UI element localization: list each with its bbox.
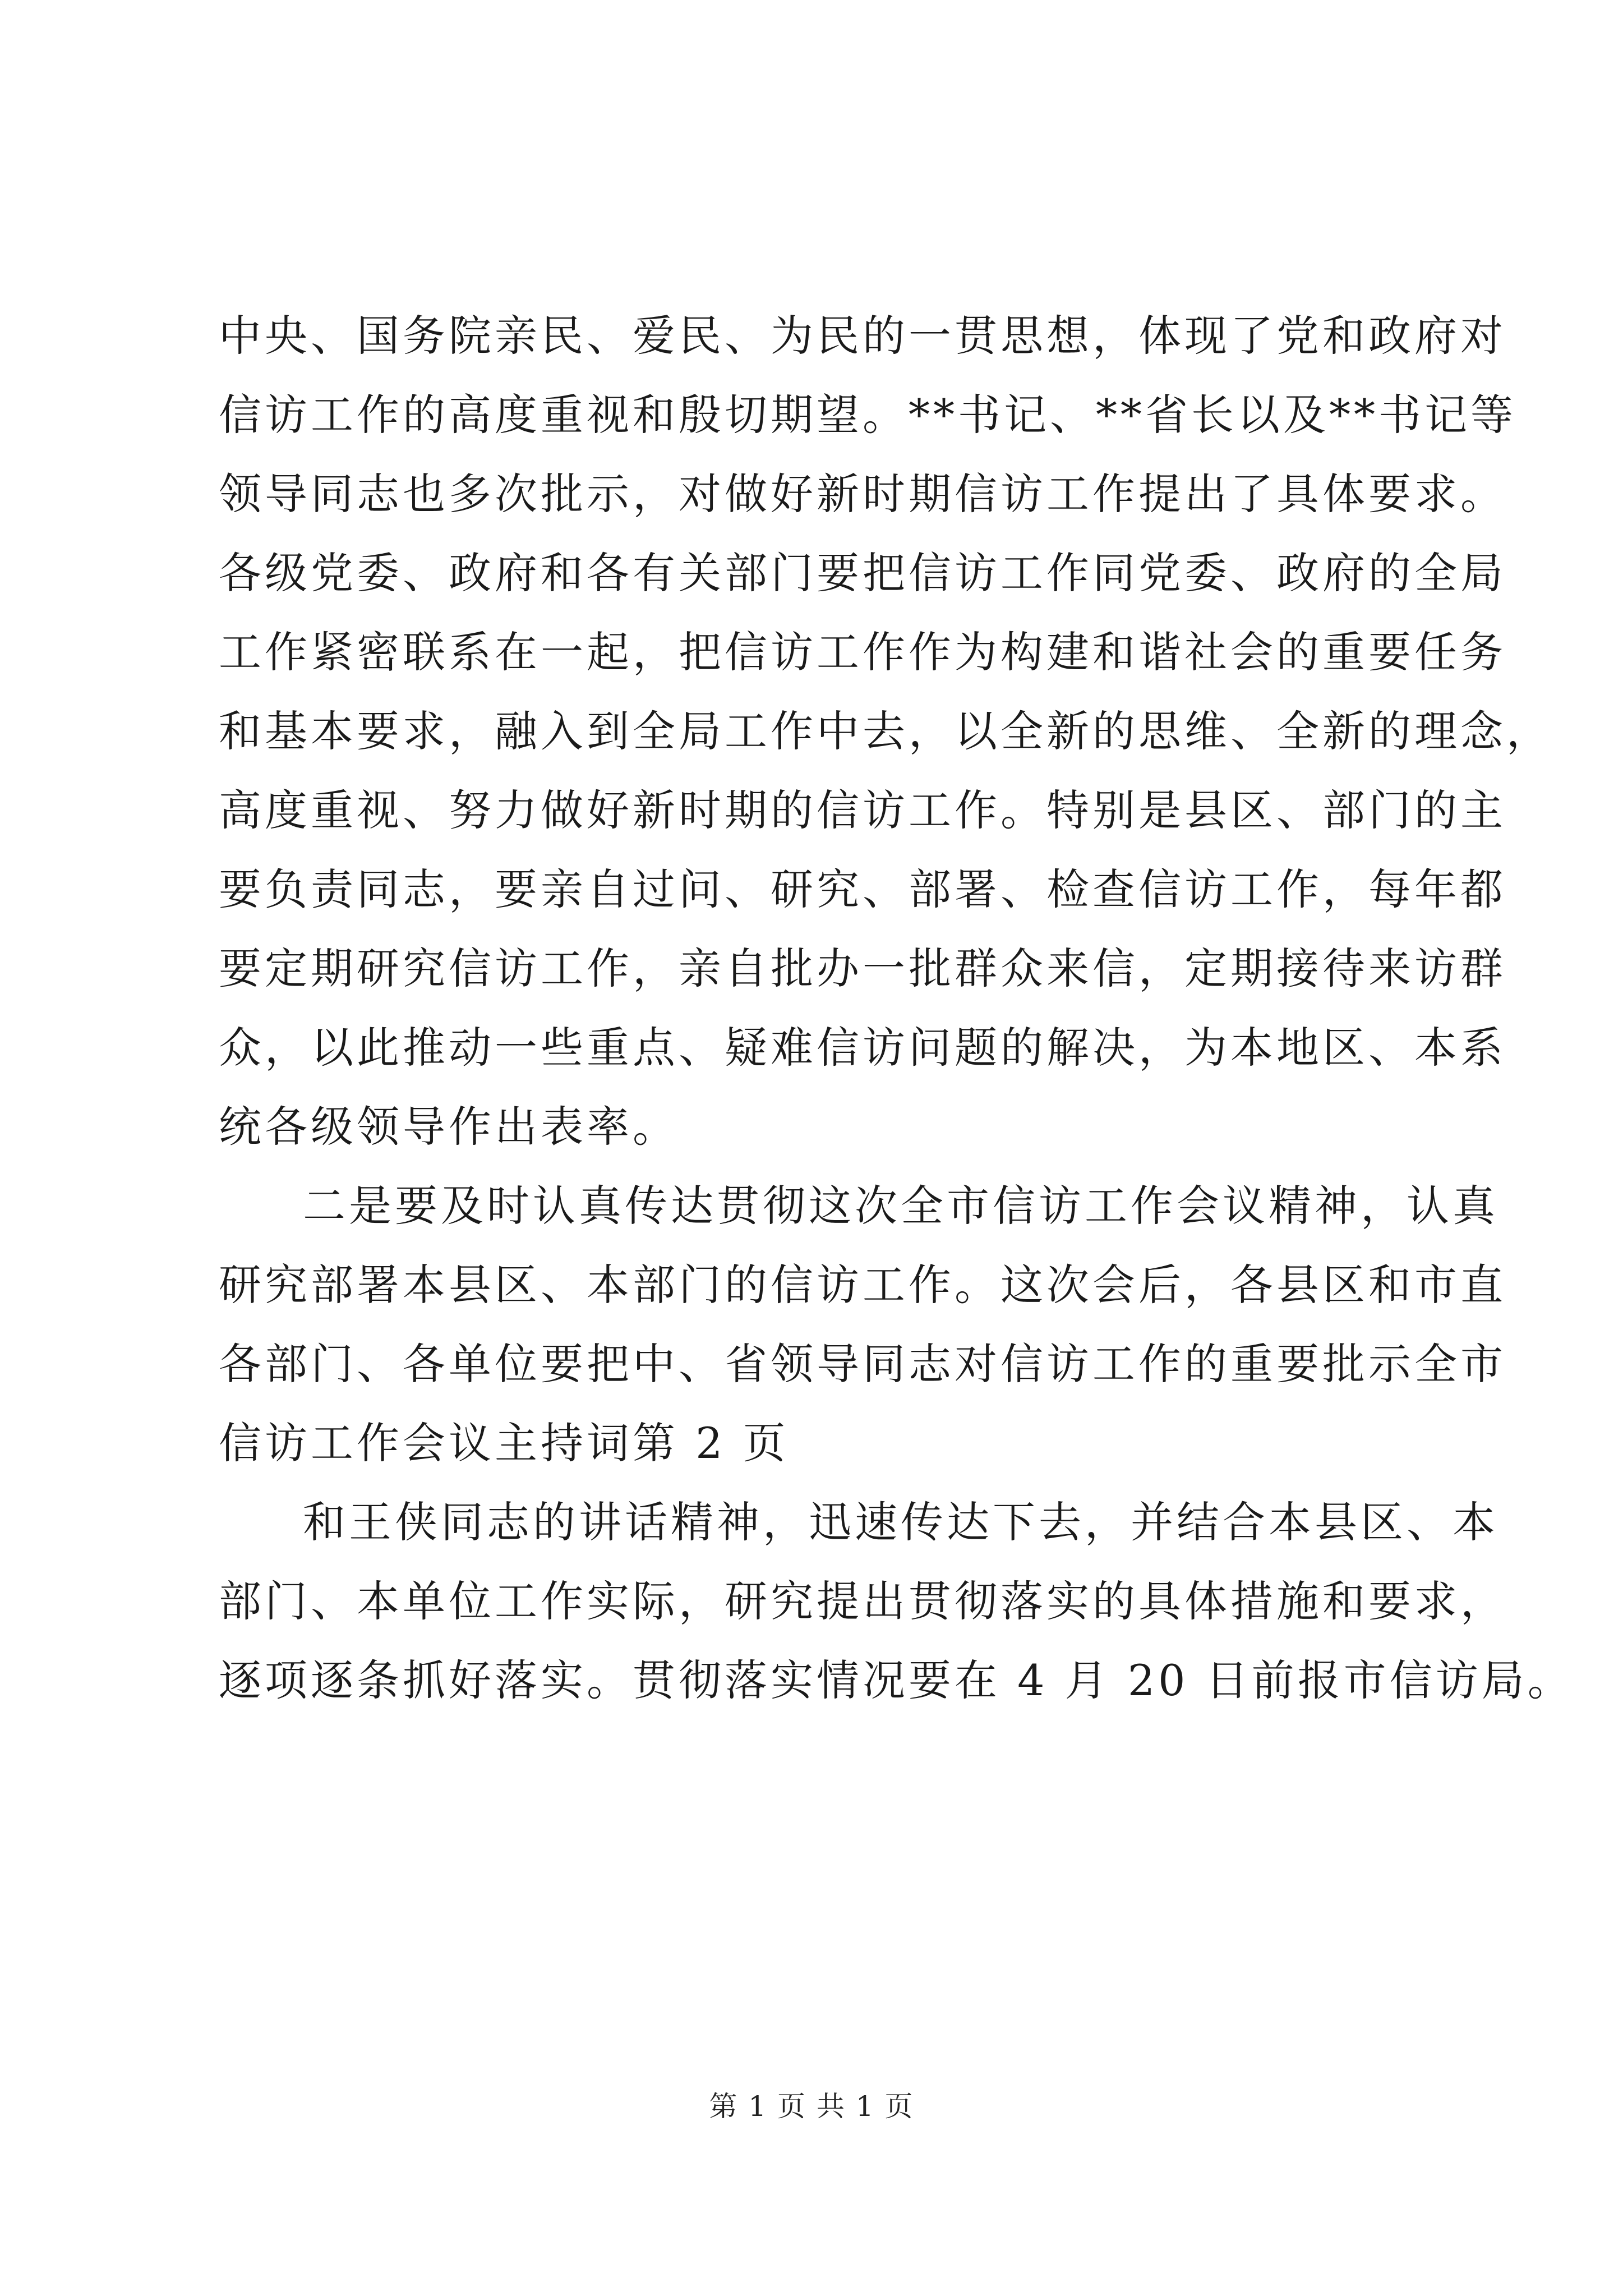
text-line: 要负责同志，要亲自过问、研究、部署、检查信访工作，每年都 xyxy=(219,864,1506,914)
page-footer: 第 1 页 共 1 页 xyxy=(709,2090,914,2123)
text-line: 信访工作的高度重视和殷切期望。**书记、**省长以及**书记等 xyxy=(219,390,1516,440)
paragraph-first-line: 二是要及时认真传达贯彻这次全市信访工作会议精神，认真 xyxy=(303,1181,1498,1231)
text-line: 高度重视、努力做好新时期的信访工作。特别是县区、部门的主 xyxy=(219,785,1506,835)
text-line: 各级党委、政府和各有关部门要把信访工作同党委、政府的全局 xyxy=(219,548,1506,598)
text-line: 要定期研究信访工作，亲自批办一批群众来信，定期接待来访群 xyxy=(219,944,1506,993)
paragraph-first-line: 和王侠同志的讲话精神，迅速传达下去，并结合本县区、本 xyxy=(303,1497,1498,1547)
text-line: 工作紧密联系在一起，把信访工作作为构建和谐社会的重要任务 xyxy=(219,627,1506,677)
text-line: 领导同志也多次批示，对做好新时期信访工作提出了具体要求。 xyxy=(219,469,1506,519)
text-line: 部门、本单位工作实际，研究提出贯彻落实的具体措施和要求， xyxy=(219,1576,1506,1626)
text-line: 各部门、各单位要把中、省领导同志对信访工作的重要批示全市 xyxy=(219,1339,1506,1389)
document-body xyxy=(219,296,1574,1720)
text-line: 逐项逐条抓好落实。贯彻落实情况要在 4 月 20 日前报市信访局。 xyxy=(219,1655,1574,1705)
text-line: 研究部署本县区、本部门的信访工作。这次会后，各县区和市直 xyxy=(219,1260,1506,1310)
text-line: 和基本要求，融入到全局工作中去，以全新的思维、全新的理念， xyxy=(219,706,1552,756)
text-line: 中央、国务院亲民、爱民、为民的一贯思想，体现了党和政府对 xyxy=(219,311,1506,361)
text-line: 众，以此推动一些重点、疑难信访问题的解决，为本地区、本系 xyxy=(219,1023,1506,1073)
text-line: 统各级领导作出表率。 xyxy=(219,1102,679,1152)
text-line: 信访工作会议主持词第 2 页 xyxy=(219,1418,789,1468)
